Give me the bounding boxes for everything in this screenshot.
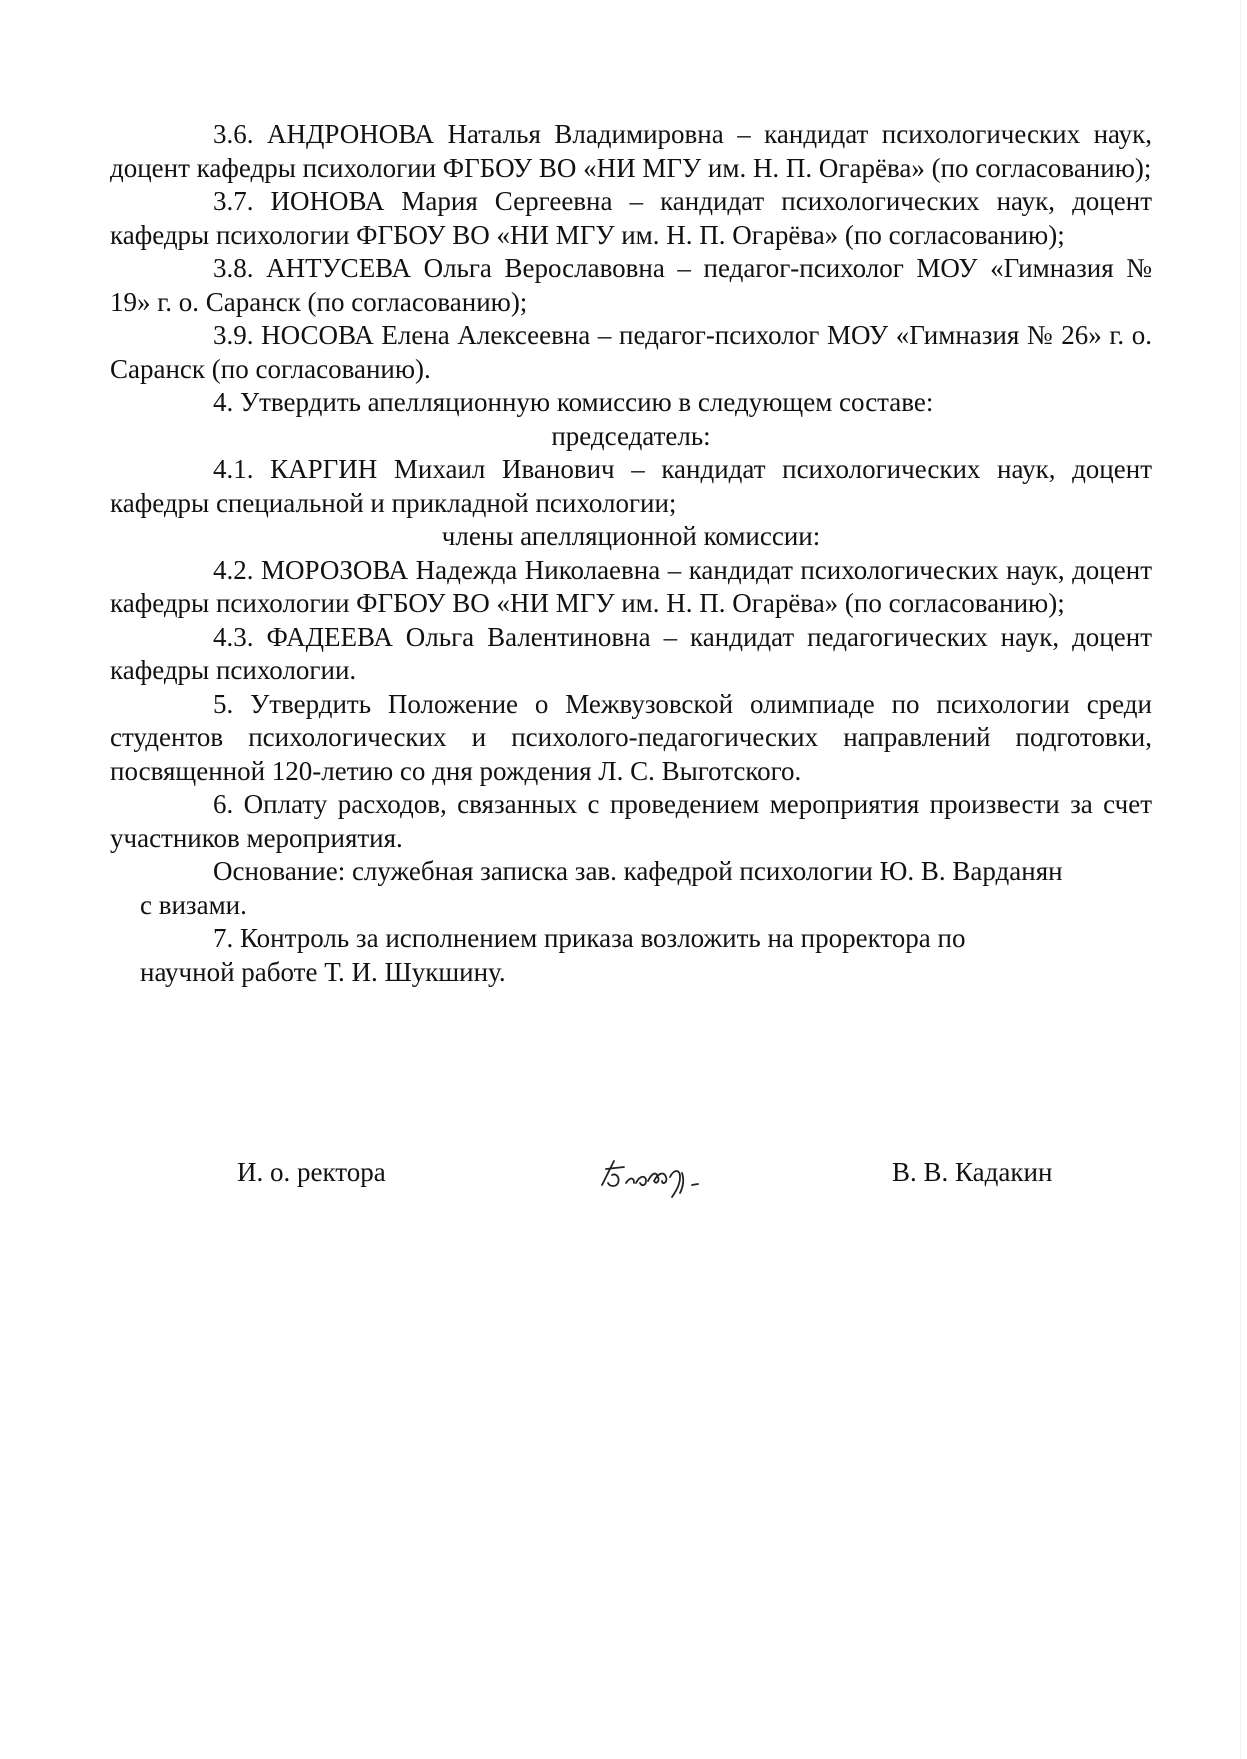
scan-edge-line xyxy=(1240,0,1241,1759)
chairman-heading: председатель: xyxy=(551,420,711,451)
item-3-9: 3.9. НОСОВА Елена Алексеевна – педагог-психолог МОУ «Гимназия № 26» г. о. Саранск (по согласованию). xyxy=(110,320,1152,384)
signature-block xyxy=(0,1157,1247,1197)
basis-line-cont: с визами. xyxy=(140,889,247,920)
item-4-3: 4.3. ФАДЕЕВА Ольга Валентиновна – кандидат педагогических наук, доцент кафедры психологии. xyxy=(110,621,1152,685)
document-body xyxy=(110,118,1152,989)
item-6: 6. Оплату расходов, связанных с проведением мероприятия произвести за счет участников мероприятия. xyxy=(110,789,1152,853)
item-5: 5. Утвердить Положение о Межвузовской олимпиаде по психологии среди студентов психологических и психолого-педагогических направлений подготовки, посвященной 120-летию со дня рождения Л. С. Выготского. xyxy=(110,688,1152,786)
item-7-cont: научной работе Т. И. Шукшину. xyxy=(140,956,506,987)
members-heading: члены апелляционной комиссии: xyxy=(441,521,821,551)
item-3-6: 3.6. АНДРОНОВА Наталья Владимировна – кандидат психологических наук, доцент кафедры психологии ФГБОУ ВО «НИ МГУ им. Н. П. Огарёва» (по согласованию); xyxy=(110,119,1152,183)
item-4: 4. Утвердить апелляционную комиссию в следующем составе: xyxy=(213,387,934,417)
item-3-8: 3.8. АНТУСЕВА Ольга Верославовна – педагог-психолог МОУ «Гимназия № 19» г. о. Саранск (по согласованию); xyxy=(110,253,1152,317)
signatory-role: И. о. ректора xyxy=(237,1157,386,1187)
signatory-name: В. В. Кадакин xyxy=(892,1157,1053,1187)
handwritten-signature xyxy=(596,1147,714,1203)
item-3-7: 3.7. ИОНОВА Мария Сергеевна – кандидат психологических наук, доцент кафедры психологии ФГБОУ ВО «НИ МГУ им. Н. П. Огарёва» (по согласованию); xyxy=(110,186,1152,250)
item-4-1: 4.1. КАРГИН Михаил Иванович – кандидат психологических наук, доцент кафедры специальной и прикладной психологии; xyxy=(110,454,1152,518)
item-4-2: 4.2. МОРОЗОВА Надежда Николаевна – кандидат психологических наук, доцент кафедры психологии ФГБОУ ВО «НИ МГУ им. Н. П. Огарёва» (по согласованию); xyxy=(110,554,1152,618)
basis-line: Основание: служебная записка зав. кафедрой психологии Ю. В. Варданян xyxy=(213,856,1063,886)
item-7: 7. Контроль за исполнением приказа возложить на проректора по xyxy=(213,923,966,953)
